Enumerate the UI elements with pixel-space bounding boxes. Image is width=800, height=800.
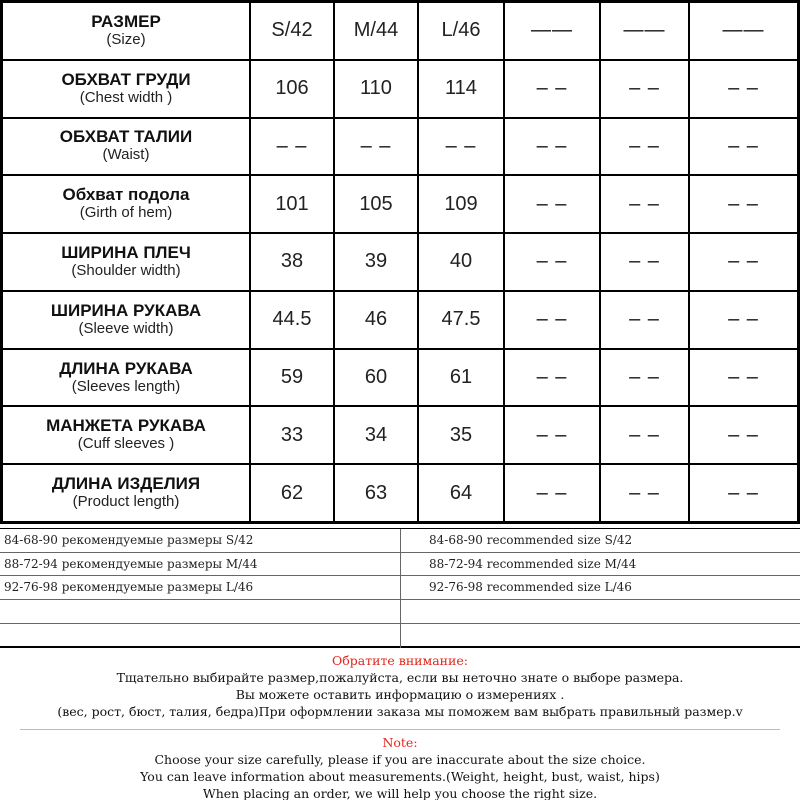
measurement-value: – – <box>505 292 599 348</box>
measurement-label-en: (Waist) <box>102 146 150 164</box>
measurement-value: – – <box>601 119 688 175</box>
measurement-value: – – <box>419 119 503 175</box>
header-size-col: —— <box>690 3 797 59</box>
measurement-value: – – <box>335 119 417 175</box>
measurement-value: 35 <box>419 407 503 463</box>
measurement-value: – – <box>690 61 797 117</box>
measurement-value: – – <box>601 61 688 117</box>
measurement-value: – – <box>690 465 797 521</box>
notes-ru-line: Вы можете оставить информацию о измерениях . <box>235 687 565 702</box>
measurement-value: 64 <box>419 465 503 521</box>
measurement-label-ru: ОБХВАТ ТАЛИИ <box>59 127 193 147</box>
measurement-value: 105 <box>335 176 417 232</box>
measurement-label <box>3 350 249 406</box>
header-size-en: (Size) <box>106 30 146 48</box>
header-size-label <box>3 3 249 59</box>
recommendation-ru: 88-72-94 рекомендуемые размеры M/44 <box>4 556 258 571</box>
measurement-label-en: (Product length) <box>72 493 180 511</box>
notes-ru-line: (вес, рост, бюст, талия, бедра)При оформлении заказа мы поможем вам выбрать правильный размер.v <box>57 704 743 719</box>
notes-divider <box>20 729 780 730</box>
measurement-value: – – <box>505 61 599 117</box>
notes-en-title: Note: <box>382 735 418 750</box>
recommendation-en <box>400 624 800 648</box>
measurement-value: 59 <box>251 350 333 406</box>
notes-en-line: When placing an order, we will help you choose the right size. <box>202 786 598 800</box>
measurement-label <box>3 465 249 521</box>
measurement-label-en: (Chest width ) <box>79 88 173 106</box>
measurement-label-ru: ОБХВАТ ГРУДИ <box>61 69 191 89</box>
measurement-value: – – <box>505 350 599 406</box>
notes-en-line: You can leave information about measurements.(Weight, height, bust, waist, hips) <box>140 769 660 784</box>
measurement-value: 101 <box>251 176 333 232</box>
recommendation-row <box>0 553 800 577</box>
size-chart-grid <box>3 3 797 521</box>
measurement-value: 63 <box>335 465 417 521</box>
measurement-value: – – <box>601 292 688 348</box>
measurement-value: – – <box>601 407 688 463</box>
measurement-value: – – <box>601 350 688 406</box>
measurement-value: 109 <box>419 176 503 232</box>
measurement-label-ru: Обхват подола <box>62 185 190 205</box>
notes-en-line: Choose your size carefully, please if you are inaccurate about the size choice. <box>154 752 646 767</box>
recommendation-en: 84-68-90 recommended size S/42 <box>400 529 800 552</box>
recommendation-ru <box>0 624 400 648</box>
recommendation-ru: 92-76-98 рекомендуемые размеры L/46 <box>4 580 254 595</box>
measurement-value: 47.5 <box>419 292 503 348</box>
measurement-value: – – <box>505 234 599 290</box>
measurement-value: – – <box>690 119 797 175</box>
notes-ru-title: Обратите внимание: <box>332 653 468 668</box>
measurement-value: – – <box>601 176 688 232</box>
measurement-value: 44.5 <box>251 292 333 348</box>
measurement-label-en: (Girth of hem) <box>79 204 173 222</box>
notes-section <box>0 652 800 800</box>
measurement-value: 110 <box>335 61 417 117</box>
measurement-value: – – <box>505 407 599 463</box>
measurement-value: – – <box>601 465 688 521</box>
recommendation-en <box>400 600 800 623</box>
measurement-value: – – <box>505 119 599 175</box>
measurement-label-en: (Sleeve width) <box>78 319 174 337</box>
measurement-label-ru: ДЛИНА РУКАВА <box>59 358 193 378</box>
measurement-value: – – <box>690 234 797 290</box>
measurement-value: 62 <box>251 465 333 521</box>
measurement-value: – – <box>251 119 333 175</box>
header-size-col: —— <box>505 3 599 59</box>
recommendation-ru <box>0 600 400 623</box>
measurement-value: – – <box>505 465 599 521</box>
recommendation-row <box>0 624 800 648</box>
measurement-label-ru: ШИРИНА ПЛЕЧ <box>61 242 191 262</box>
measurement-value: 60 <box>335 350 417 406</box>
measurement-label-ru: ШИРИНА РУКАВА <box>50 300 202 320</box>
measurement-value: 39 <box>335 234 417 290</box>
measurement-value: – – <box>690 176 797 232</box>
measurement-value: 40 <box>419 234 503 290</box>
recommendation-row <box>0 576 800 600</box>
measurement-value: 34 <box>335 407 417 463</box>
measurement-value: – – <box>690 407 797 463</box>
recommendation-ru: 84-68-90 рекомендуемые размеры S/42 <box>4 533 254 548</box>
measurement-value: – – <box>690 292 797 348</box>
header-size-col: M/44 <box>335 3 417 59</box>
header-size-col: S/42 <box>251 3 333 59</box>
measurement-label-ru: МАНЖЕТА РУКАВА <box>46 416 206 436</box>
measurement-value: – – <box>601 234 688 290</box>
recommendation-row <box>0 600 800 624</box>
measurement-label <box>3 176 249 232</box>
measurement-label <box>3 292 249 348</box>
measurement-label <box>3 61 249 117</box>
measurement-value: 33 <box>251 407 333 463</box>
measurement-label <box>3 234 249 290</box>
measurement-value: 46 <box>335 292 417 348</box>
measurement-value: 106 <box>251 61 333 117</box>
measurement-label-ru: ДЛИНА ИЗДЕЛИЯ <box>51 474 201 494</box>
recommendation-row <box>0 529 800 553</box>
measurement-label-en: (Sleeves length) <box>71 377 181 395</box>
measurement-value: 114 <box>419 61 503 117</box>
measurement-value: 38 <box>251 234 333 290</box>
recommended-sizes-table <box>0 528 800 648</box>
measurement-label-en: (Cuff sleeves ) <box>77 435 175 453</box>
measurement-label <box>3 407 249 463</box>
recommendation-en: 92-76-98 recommended size L/46 <box>400 576 800 599</box>
notes-ru-line: Тщательно выбирайте размер,пожалуйста, если вы неточно знате о выборе размера. <box>116 670 684 685</box>
header-size-ru: РАЗМЕР <box>91 11 161 31</box>
measurement-label-en: (Shoulder width) <box>71 261 181 279</box>
header-size-col: L/46 <box>419 3 503 59</box>
measurement-value: – – <box>505 176 599 232</box>
measurement-label <box>3 119 249 175</box>
measurement-value: – – <box>690 350 797 406</box>
measurement-value: 61 <box>419 350 503 406</box>
header-size-col: —— <box>601 3 688 59</box>
recommendation-en: 88-72-94 recommended size M/44 <box>400 553 800 576</box>
